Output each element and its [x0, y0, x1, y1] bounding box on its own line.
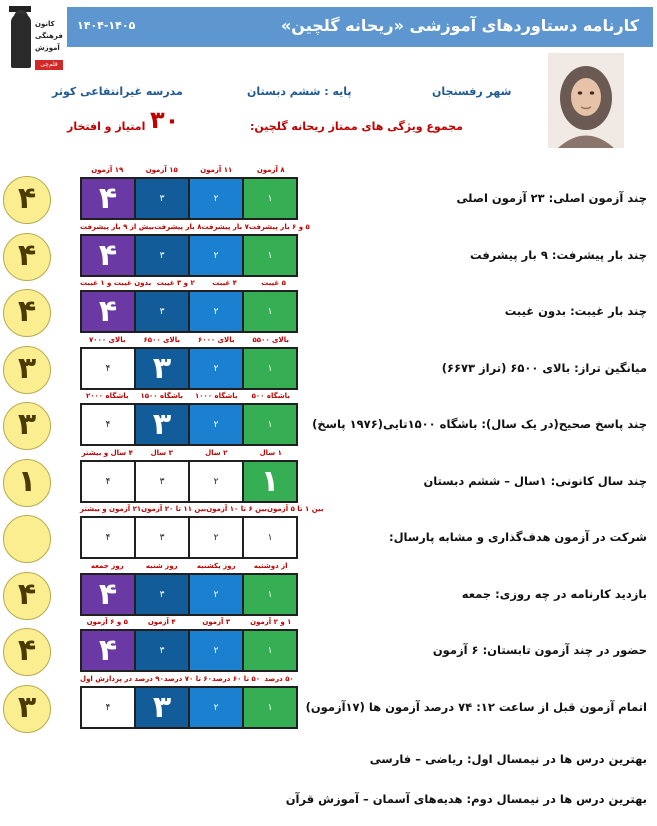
level-label: بین ۶ تا ۱۰ آزمون	[206, 505, 267, 513]
level-cell: ۴	[82, 236, 136, 275]
summary-label: مجموع ویژگی های ممتاز ریحانه گلچین:	[250, 120, 463, 133]
level-bar	[80, 460, 298, 503]
row-score-badge: ۱	[3, 459, 51, 507]
level-cell: ۱	[244, 518, 296, 557]
logo-tag: قلم‌چی	[35, 60, 63, 70]
level-label: ۱۹ آزمون	[91, 166, 124, 174]
row-score-badge: ۴	[3, 628, 51, 676]
level-label: باشگاه ۱۵۰۰	[140, 392, 183, 400]
level-cell: ۱	[244, 462, 296, 501]
level-label: ۶۰ تا ۷۰ درصد	[163, 675, 212, 683]
level-cell: ۱	[244, 236, 296, 275]
level-label: ۵۰ تا ۶۰ درصد	[211, 675, 261, 683]
row-description: چند آزمون اصلی: ۲۳ آزمون اصلی	[456, 191, 647, 205]
level-cell: ۲	[190, 292, 244, 331]
level-cell: ۴	[82, 575, 136, 614]
level-label: باشگاه ۱۰۰۰	[194, 392, 238, 400]
level-cell: ۱	[244, 575, 296, 614]
row-level-labels	[80, 505, 324, 515]
student-photo	[548, 53, 624, 148]
level-cell: ۱	[244, 292, 296, 331]
level-bar	[80, 629, 298, 672]
row-description: شرکت در آزمون هدف‌گذاری و مشابه پارسال:	[388, 530, 647, 544]
logo-figure-shape	[11, 14, 31, 68]
level-label: ۵ و ۶ آزمون	[86, 618, 128, 626]
level-bar	[80, 234, 298, 277]
row-score-badge: ۳	[3, 685, 51, 733]
level-label: ۸ بار پیشرفت	[154, 223, 202, 231]
level-cell: ۴	[82, 179, 136, 218]
level-cell: ۲	[190, 462, 244, 501]
logo-text-3: آموزش	[35, 44, 60, 52]
level-cell: ۱	[244, 405, 296, 444]
level-label: ۷ بار پیشرفت	[201, 223, 249, 231]
student-portrait-icon	[548, 53, 624, 148]
row-level-labels	[80, 618, 298, 628]
row-level-labels	[80, 675, 298, 685]
row-level-labels	[80, 449, 298, 459]
level-label: ۱۵ آزمون	[145, 166, 178, 174]
row-level-labels	[80, 223, 310, 233]
level-cell: ۳	[136, 292, 190, 331]
level-cell: ۳	[136, 688, 190, 727]
row-score-badge: ۳	[3, 402, 51, 450]
level-label: ۱۱ آزمون	[200, 166, 233, 174]
grade-label: پایه : ششم دبستان	[247, 85, 352, 98]
level-label: بالای ۶۰۰۰	[198, 336, 235, 344]
level-cell: ۳	[136, 179, 190, 218]
level-label: ۲ و ۳ غیبت	[156, 279, 195, 287]
school-year: ۱۴۰۴-۱۴۰۵	[77, 19, 136, 32]
level-label: ۱ سال	[259, 449, 282, 457]
level-cell: ۳	[136, 462, 190, 501]
level-label: ۳ آزمون	[202, 618, 231, 626]
level-cell: ۳	[136, 631, 190, 670]
row-score-badge: ۴	[3, 233, 51, 281]
level-cell: ۱	[244, 688, 296, 727]
row-description: حضور در چند آزمون تابستان: ۶ آزمون	[432, 643, 647, 657]
level-bar	[80, 290, 298, 333]
level-label: ۵ و ۶ بار پیشرفت	[248, 223, 310, 231]
level-cell: ۲	[190, 349, 244, 388]
level-label: بیش از ۹ بار پیشرفت	[80, 223, 155, 231]
level-cell: ۲	[190, 236, 244, 275]
level-label: بالای ۵۵۰۰	[252, 336, 289, 344]
row-description: میانگین تراز: بالای ۶۵۰۰ (تراز ۶۶۷۳)	[441, 361, 647, 375]
row-score-badge: ۳	[3, 346, 51, 394]
level-label: ۴ غیبت	[212, 279, 237, 287]
level-label: ۴ آزمون	[147, 618, 176, 626]
row-description: اتمام آزمون قبل از ساعت ۱۲: ۷۴ درصد آزمون ها (۱۷آزمون)	[305, 700, 647, 714]
row-level-labels	[80, 562, 298, 572]
level-label: ۲۱ آزمون و بیشتر	[80, 505, 142, 513]
level-cell: ۱	[244, 631, 296, 670]
level-bar	[80, 516, 298, 559]
report-title: کارنامه دستاوردهای آموزشی «ریحانه گلچین»	[280, 16, 639, 35]
institute-logo	[3, 2, 65, 78]
row-level-labels	[80, 166, 298, 176]
city-label: شهر رفسنجان	[432, 85, 512, 98]
level-cell: ۴	[82, 405, 136, 444]
row-score-badge: ۴	[3, 572, 51, 620]
level-label: بالای ۷۰۰۰	[89, 336, 126, 344]
level-cell: ۲	[190, 405, 244, 444]
level-cell: ۱	[244, 349, 296, 388]
level-cell: ۳	[136, 405, 190, 444]
level-cell: ۴	[82, 688, 136, 727]
level-cell: ۴	[82, 292, 136, 331]
row-description: چند بار پیشرفت: ۹ بار پیشرفت	[470, 248, 647, 262]
level-label: ۱ و ۲ آزمون	[250, 618, 292, 626]
level-label: از دوشنبه	[253, 562, 288, 570]
level-label: باشگاه ۲۰۰۰	[85, 392, 129, 400]
level-cell: ۲	[190, 688, 244, 727]
level-cell: ۴	[82, 349, 136, 388]
level-label: روز یکشنبه	[196, 562, 236, 570]
header-banner	[67, 7, 653, 47]
row-level-labels	[80, 392, 298, 402]
second-semester-best: بهترین درس ها در نیمسال دوم: هدیه‌های آسمان – آموزش قرآن	[285, 792, 647, 806]
level-cell: ۴	[82, 518, 136, 557]
row-description: چند سال کانونی: ۱سال – ششم دبستان	[423, 474, 647, 488]
level-cell: ۳	[136, 575, 190, 614]
logo-text-2: فرهنگی	[35, 32, 63, 40]
level-cell: ۳	[136, 349, 190, 388]
row-score-badge: ۴	[3, 289, 51, 337]
row-description: بازدید کارنامه در چه روزی: جمعه	[461, 587, 647, 601]
school-label: مدرسه غیرانتفاعی کوثر	[52, 85, 183, 98]
level-label: بالای ۶۵۰۰	[143, 336, 180, 344]
level-bar	[80, 177, 298, 220]
level-cell: ۲	[190, 179, 244, 218]
level-bar	[80, 347, 298, 390]
level-label: بین ۱۱ تا ۲۰ آزمون	[141, 505, 207, 513]
level-label: بین ۱ تا ۵ آزمون	[266, 505, 324, 513]
points-label: امتیاز و افتخار	[67, 120, 146, 133]
level-cell: ۴	[82, 462, 136, 501]
level-cell: ۲	[190, 575, 244, 614]
level-bar	[80, 686, 298, 729]
level-label: باشگاه ۵۰۰	[251, 392, 290, 400]
level-bar	[80, 573, 298, 616]
level-bar	[80, 403, 298, 446]
level-cell: ۲	[190, 631, 244, 670]
level-cell: ۱	[244, 179, 296, 218]
level-label: ۴ سال و بیشتر	[81, 449, 133, 457]
level-label: ۳ سال	[150, 449, 173, 457]
level-cell: ۳	[136, 518, 190, 557]
row-score-badge	[3, 515, 51, 563]
level-label: ۵۰ درصد	[264, 675, 294, 683]
level-cell: ۳	[136, 236, 190, 275]
first-semester-best: بهترین درس ها در نیمسال اول: ریاضی – فارسی	[369, 752, 647, 766]
row-description: چند بار غیبت: بدون غیبت	[504, 304, 647, 318]
level-label: ۵ غیبت	[261, 279, 286, 287]
level-label: روز شنبه	[145, 562, 178, 570]
level-label: ۹۰ درصد در پردازش اول	[80, 675, 164, 683]
level-cell: ۲	[190, 518, 244, 557]
level-label: ۲ سال	[205, 449, 228, 457]
row-description: چند پاسخ صحیح(در یک سال): باشگاه ۱۵۰۰تایی(۱۹۷۶ پاسخ)	[312, 417, 647, 431]
row-level-labels	[80, 336, 298, 346]
row-score-badge: ۴	[3, 176, 51, 224]
level-label: بدون غیبت و ۱ غیبت	[80, 279, 152, 287]
level-cell: ۴	[82, 631, 136, 670]
level-label: روز جمعه	[90, 562, 124, 570]
level-label: ۸ آزمون	[256, 166, 285, 174]
logo-text-1: کانون	[35, 20, 55, 28]
row-level-labels	[80, 279, 298, 289]
total-points: ۳۰	[150, 106, 180, 134]
